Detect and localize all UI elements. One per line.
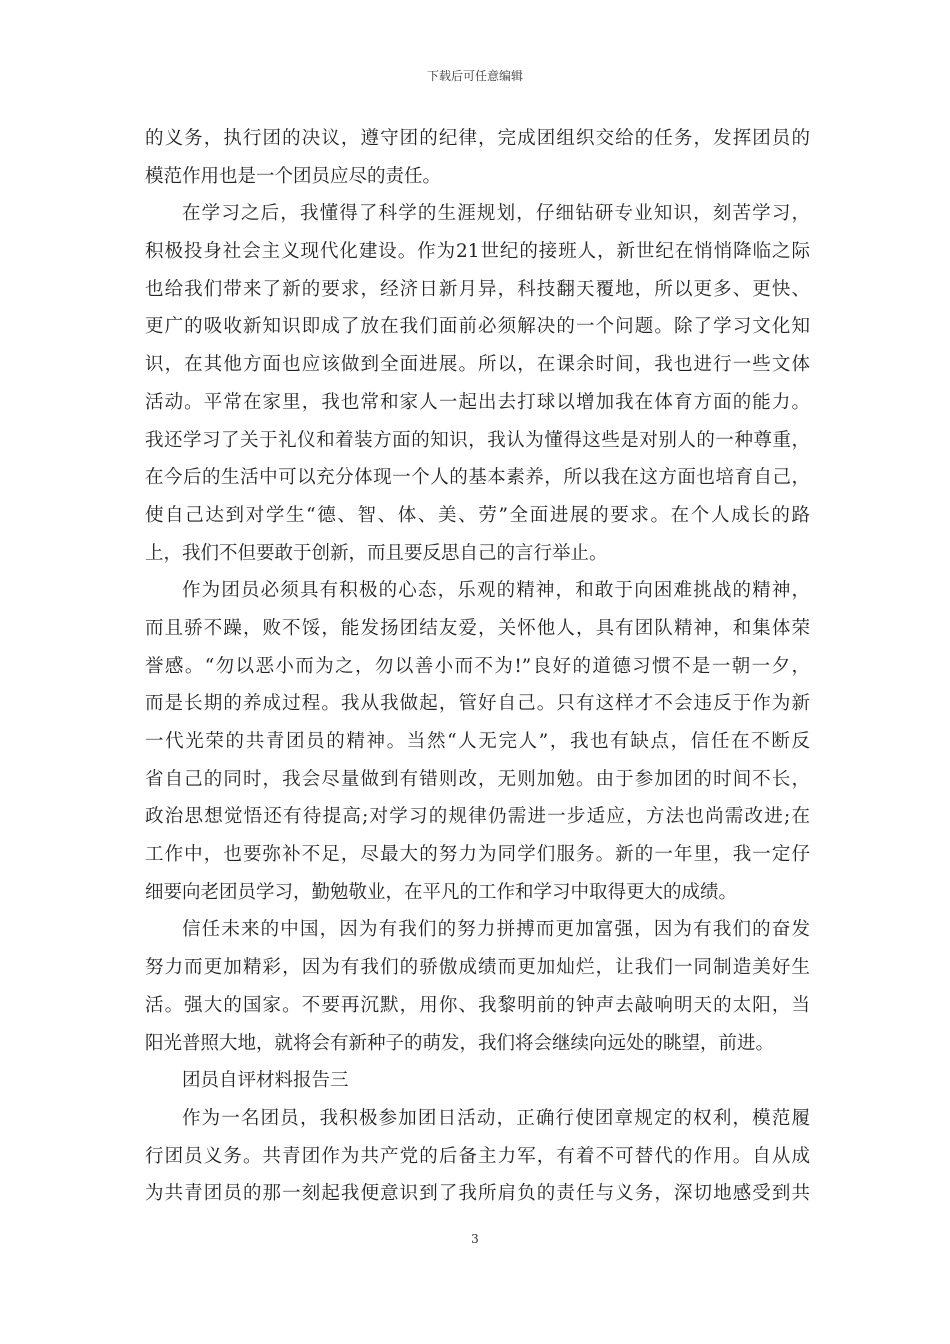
text-line: 而且骄不躁，败不馁，能发扬团结友爱，关怀他人，具有团队精神，和集体荣 xyxy=(145,617,810,639)
text-line: 模范作用也是一个团员应尽的责任。 xyxy=(145,165,442,187)
text-line: 信任未来的中国，因为有我们的努力拼搏而更加富强，因为有我们的奋发 xyxy=(182,919,810,941)
body-text xyxy=(145,120,810,1213)
text-line: 积极投身社会主义现代化建设。作为21世纪的接班人，新世纪在悄悄降临之际 xyxy=(145,241,810,263)
text-line: 省自己的同时，我会尽量做到有错则改，无则加勉。由于参加团的时间不长， xyxy=(145,768,810,790)
text-line: 活。强大的国家。不要再沉默，用你、我黎明前的钟声去敲响明天的太阳，当 xyxy=(145,994,810,1016)
text-line: 识，在其他方面也应该做到全面进展。所以，在课余时间，我也进行一些文体 xyxy=(145,354,810,376)
text-line: 为共青团员的那一刻起我便意识到了我所肩负的责任与义务，深切地感受到共 xyxy=(145,1183,810,1205)
text-line: 在学习之后，我懂得了科学的生涯规划，仔细钻研专业知识，刻苦学习， xyxy=(182,203,810,225)
text-line: 使自己达到对学生“德、智、体、美、劳”全面进展的要求。在个人成长的路 xyxy=(145,504,810,526)
text-line: 工作中，也要弥补不足，尽最大的努力为同学们服务。新的一年里，我一定仔 xyxy=(145,844,810,866)
text-line: 努力而更加精彩，因为有我们的骄傲成绩而更加灿烂，让我们一同制造美好生 xyxy=(145,957,810,979)
text-line: 阳光普照大地，就将会有新种子的萌发，我们将会继续向远处的眺望，前进。 xyxy=(145,1032,775,1054)
text-line: 一代光荣的共青团员的精神。当然“人无完人”，我也有缺点，信任在不断反 xyxy=(145,731,810,752)
page-number: 3 xyxy=(471,1232,479,1246)
section-heading: 团员自评材料报告三 xyxy=(182,1070,349,1092)
page-header: 下载后可任意编辑 xyxy=(426,69,523,83)
text-line: 行团员义务。共青团作为共产党的后备主力军，有着不可替代的作用。自从成 xyxy=(145,1145,810,1167)
text-line: 细要向老团员学习，勤勉敬业，在平凡的工作和学习中取得更大的成绩。 xyxy=(145,881,738,903)
text-line: 的义务，执行团的决议，遵守团的纪律，完成团组织交给的任务，发挥团员的 xyxy=(145,128,810,149)
text-line: 上，我们不但要敢于创新，而且要反思自己的言行举止。 xyxy=(145,542,608,564)
text-line: 我还学习了关于礼仪和着装方面的知识，我认为懂得这些是对别人的一种尊重， xyxy=(145,429,810,451)
text-line: 而是长期的养成过程。我从我做起，管好自己。只有这样才不会违反于作为新 xyxy=(145,693,810,715)
text-line: 更广的吸收新知识即成了放在我们面前必须解决的一个问题。除了学习文化知 xyxy=(145,316,810,338)
text-line: 活动。平常在家里，我也常和家人一起出去打球以增加我在体育方面的能力。 xyxy=(145,391,810,413)
text-line: 也给我们带来了新的要求，经济日新月异，科技翻天覆地，所以更多、更快、 xyxy=(145,278,810,300)
text-line: 作为一名团员，我积极参加团日活动，正确行使团章规定的权利，模范履 xyxy=(182,1107,810,1129)
text-line: 在今后的生活中可以充分体现一个人的基本素养，所以我在这方面也培育自己， xyxy=(145,467,810,489)
text-line: 作为团员必须具有积极的心态，乐观的精神，和敢于向困难挑战的精神， xyxy=(182,580,810,602)
text-line: 誉感。“勿以恶小而为之，勿以善小而不为!”良好的道德习惯不是一朝一夕， xyxy=(145,655,810,677)
text-line: 政治思想觉悟还有待提高;对学习的规律仍需进一步适应，方法也尚需改进;在 xyxy=(145,806,810,828)
